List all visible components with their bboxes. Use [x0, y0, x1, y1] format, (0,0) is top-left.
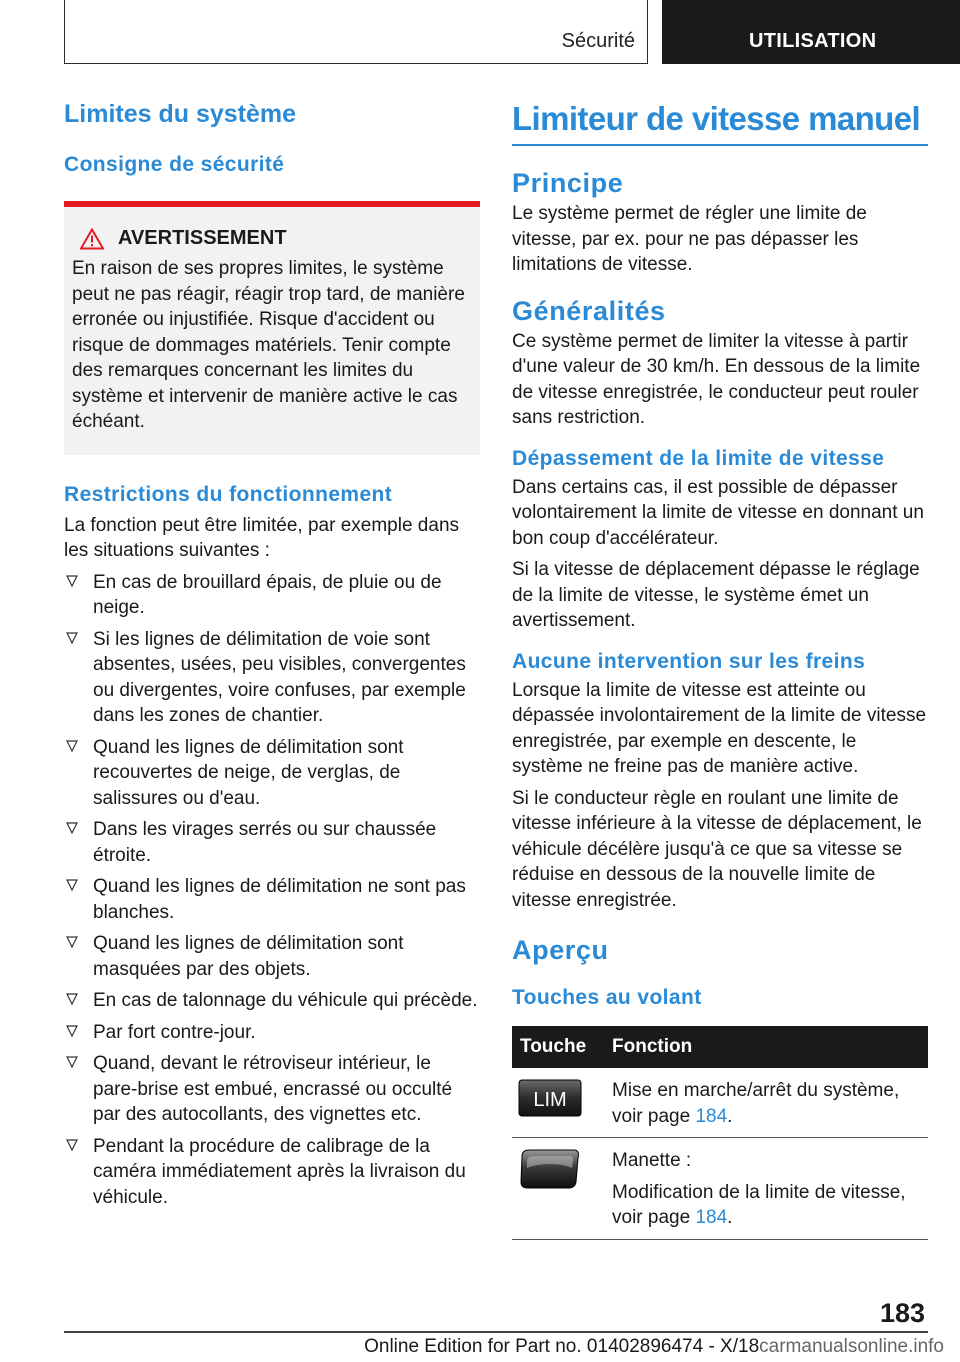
footer-edition: Online Edition for Part no. 01402896474 - X/18carmanualsonline.info [364, 1336, 944, 1357]
page-link[interactable]: 184 [695, 1105, 728, 1127]
restrictions-intro: La fonction peut être limitée, par exemple dans les situations suivantes : [64, 514, 460, 561]
list-item: Quand, devant le rétroviseur intérieur, le pare-brise est embué, encrassé ou occulté par des autocollants, des vignettes etc. [64, 1051, 480, 1128]
page-link[interactable]: 184 [695, 1207, 728, 1228]
bullet-triangle-icon [66, 822, 78, 834]
heading-apercu: Aperçu [512, 935, 609, 965]
heading-principe: Principe [512, 168, 624, 198]
restrictions-list [64, 570, 480, 1211]
heading-freins: Aucune intervention sur les freins [512, 649, 866, 673]
bullet-triangle-icon [66, 1139, 78, 1151]
left-column [64, 100, 480, 1216]
warning-box [64, 201, 480, 455]
heading-generalites: Généralités [512, 295, 666, 326]
list-item: Quand les lignes de délimitation ne sont pas blanches. [64, 874, 480, 925]
header-chapter-title: UTILISATION [749, 30, 877, 52]
bullet-triangle-icon [66, 879, 78, 891]
steering-keys-table [512, 1026, 928, 1240]
depassement-text-1: Dans certains cas, il est possible de dépasser volontairement la limite de vitesse en donnant un bon coup d'accélérateur. [512, 476, 924, 549]
freins-text-1: Lorsque la limite de vitesse est atteinte ou dépassée involontairement de la limite de vitesse enregistrée, par exemple en descente, le système ne freine pas de manière active. [512, 679, 927, 777]
heading-speed-limiter: Limiteur de vitesse manuel [512, 100, 928, 146]
freins-text-2: Si le conducteur règle en roulant une limite de vitesse inférieure à la vitesse de déplacement, le véhicule décélère jusqu'à ce que sa vitesse se réduise en dessous de la nouvelle limite de vitesse enregistrée. [512, 787, 922, 911]
list-item: En cas de talonnage du véhicule qui précède. [64, 988, 480, 1014]
warning-title: AVERTISSEMENT [118, 227, 287, 249]
lim-button-label: LIM [533, 1089, 567, 1111]
warning-triangle-icon [80, 228, 104, 250]
list-item: Quand les lignes de délimitation sont masquées par des objets. [64, 931, 480, 982]
heading-depassement: Dépassement de la limite de vitesse [512, 446, 885, 470]
depassement-text-2: Si la vitesse de déplacement dépasse le réglage de la limite de vitesse, le système émet un avertissement. [512, 559, 920, 631]
footer-watermark: carmanualsonline.info [759, 1336, 944, 1357]
bullet-triangle-icon [66, 575, 78, 587]
warning-title-row [80, 227, 472, 250]
table-header-row [512, 1026, 928, 1068]
page-number: 183 [880, 1298, 926, 1328]
table-row [512, 1138, 928, 1240]
table-cell-key [512, 1068, 604, 1138]
table-cell-function: Manette : Modification de la limite de vitesse, voir page 184. [604, 1138, 928, 1240]
warning-text: En raison de ses propres limites, le système peut ne pas réagir, réagir trop tard, de manière erronée ou injustifiée. Risque d'accident ou risque de dommages matériels. Tenir compte des remarques concernant les limites du système et intervenir de manière active le cas échéant. [72, 258, 465, 432]
header-section-title: Sécurité [561, 30, 635, 52]
heading-safety-notice: Consigne de sécurité [64, 153, 285, 176]
list-item: Quand les lignes de délimitation sont recouvertes de neige, de verglas, de salissures ou d'eau. [64, 735, 480, 812]
generalites-text: Ce système permet de limiter la vitesse à partir d'une valeur de 30 km/h. En dessous de la limite de vitesse enregistrée, le conducteur peut rouler sans restriction. [512, 330, 921, 428]
table-row [512, 1068, 928, 1138]
list-item: Si les lignes de délimitation de voie sont absentes, usées, peu visibles, convergentes ou divergentes, voire confuses, par exemple dans les zones de chantier. [64, 627, 480, 729]
bullet-triangle-icon [66, 1025, 78, 1037]
footer-divider [64, 1331, 928, 1333]
rocker-switch-icon [518, 1148, 582, 1190]
list-item: Pendant la procédure de calibrage de la caméra immédiatement après la livraison du véhicule. [64, 1134, 480, 1211]
right-column [512, 100, 928, 1240]
bullet-triangle-icon [66, 1056, 78, 1068]
bullet-triangle-icon [66, 740, 78, 752]
bullet-triangle-icon [66, 632, 78, 644]
table-header-touche: Touche [512, 1026, 604, 1068]
list-item: Dans les virages serrés ou sur chaussée étroite. [64, 817, 480, 868]
header-section-box [64, 0, 648, 64]
table-cell-function: Mise en marche/arrêt du système, voir page 184. [604, 1068, 928, 1138]
heading-restrictions: Restrictions du fonctionnement [64, 482, 393, 506]
bullet-triangle-icon [66, 936, 78, 948]
bullet-triangle-icon [66, 993, 78, 1005]
table-cell-key [512, 1138, 604, 1240]
list-item: En cas de brouillard épais, de pluie ou de neige. [64, 570, 480, 621]
principe-text: Le système permet de régler une limite de vitesse, par ex. pour ne pas dépasser les limitations de vitesse. [512, 203, 867, 275]
heading-system-limits: Limites du système [64, 100, 297, 128]
header-chapter-tab [662, 0, 960, 64]
heading-touches: Touches au volant [512, 986, 702, 1009]
table-header-fonction: Fonction [604, 1026, 928, 1068]
lim-button-icon [518, 1078, 582, 1118]
list-item: Par fort contre-jour. [64, 1020, 480, 1046]
